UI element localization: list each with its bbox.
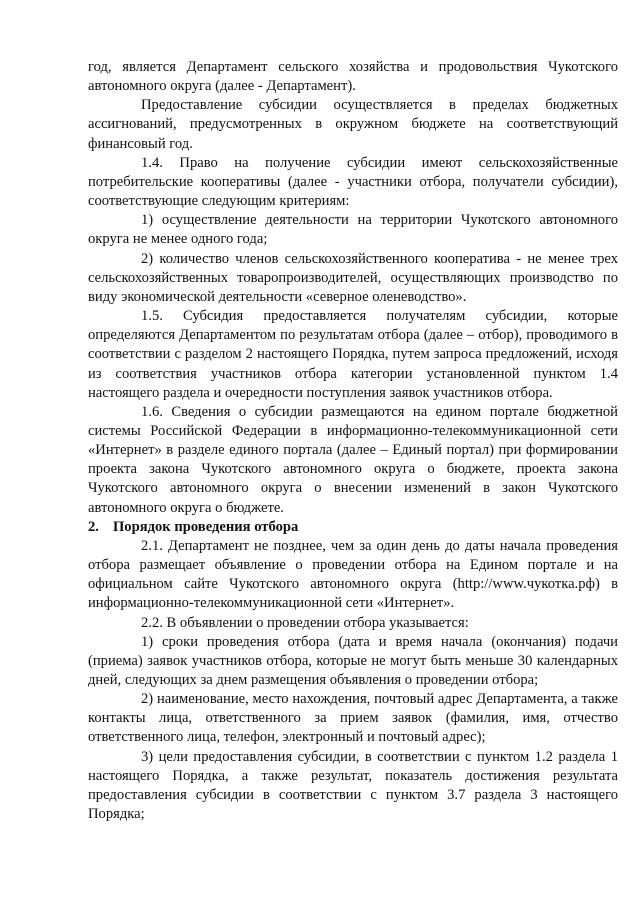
paragraph-1-5: 1.5. Субсидия предоставляется получателям субсидии, которые определяются Департаментом по результатам отбора (далее – отбор), проводимого в соответствии с разделом 2 настоящего Порядка, путем запроса предложений, исходя из соответствия участников отбора категории установленной пунктом 1.4 настоящего раздела и очередности поступления заявок участников отбора.	[88, 308, 618, 401]
paragraphs-before	[88, 58, 618, 518]
paragraph-budget-allocations: Предоставление субсидии осуществляется в пределах бюджетных ассигнований, предусмотренных в окружном бюджете на соответствующий финансовый год.	[88, 97, 618, 152]
paragraph-continuation: год, является Департамент сельского хозяйства и продовольствия Чукотского автономного округа (далее - Департамент).	[88, 59, 618, 95]
section-number: 2.	[88, 518, 99, 535]
paragraph-2-1: 2.1. Департамент не позднее, чем за один день до даты начала проведения отбора размещает объявление о проведении отбора на Едином портале и на официальном сайте Чукотского автономного округа (http://www.чукотка.рф) в информационно-телекоммуникационной сети «Интернет».	[88, 537, 618, 612]
paragraph-item-2: 2) наименование, место нахождения, почтовый адрес Департамента, а также контакты лица, ответственного за прием заявок (фамилия, имя, отчество ответственного лица, телефон, электронный и почтовый адрес);	[88, 691, 618, 746]
paragraph-item-3: 3) цели предоставления субсидии, в соответствии с пунктом 1.2 раздела 1 настоящего Порядка, а также результат, показатель достижения результата предоставления субсидии в соответствии с пунктом 3.7 раздела 3 настоящего Порядка;	[88, 748, 618, 823]
paragraph-criterion-2: 2) количество членов сельскохозяйственного кооператива - не менее трех сельскохозяйственных товаропроизводителей, осуществляющих производство по виду экономической деятельности «северное оленеводство».	[88, 250, 618, 305]
paragraph-1-6: 1.6. Сведения о субсидии размещаются на едином портале бюджетной системы Российской Федерации в информационно-телекоммуникационной сети «Интернет» в разделе единого портала (далее – Единый портал) при формировании проекта закона Чукотского автономного округа о бюджете, проекта закона Чукотского автономного округа о внесении изменений в закон Чукотского автономного округа о бюджете.	[88, 403, 618, 516]
paragraph-1-4: 1.4. Право на получение субсидии имеют сельскохозяйственные потребительские кооперативы (далее - участники отбора, получатели субсидии), соответствующие следующим критериям:	[88, 154, 618, 210]
section-title-text: Порядок проведения отбора	[112, 518, 299, 535]
paragraph-item-1: 1) сроки проведения отбора (дата и время начала (окончания) подачи (приема) заявок участников отбора, которые не могут быть меньше 30 календарных дней, следующих за днем размещения объявления о проведении отбора;	[88, 633, 618, 688]
paragraph-criterion-1: 1) осуществление деятельности на территории Чукотского автономного округа не менее одного года;	[88, 212, 618, 248]
paragraph-2-2: 2.2. В объявлении о проведении отбора указывается:	[141, 614, 469, 631]
paragraphs-after	[88, 537, 618, 824]
section-heading	[88, 518, 618, 537]
